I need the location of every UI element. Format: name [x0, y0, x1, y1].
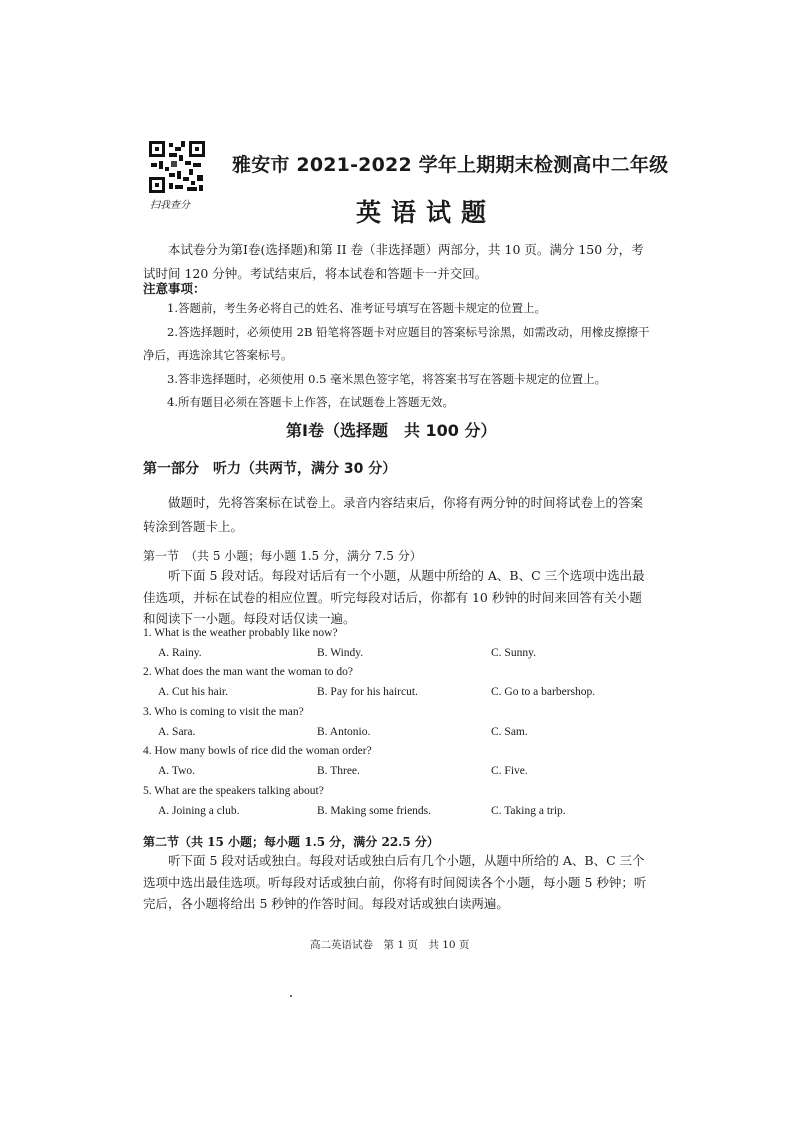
option-b: B. Pay for his haircut. [317, 686, 418, 698]
option-a: A. Two. [158, 765, 195, 777]
intro-line-1: 本试卷分为第Ⅰ卷(选择题)和第 II 卷（非选择题）两部分，共 10 页。满分 150 分，考 [168, 242, 644, 257]
page-footer: 高二英语试卷 第 1 页 共 10 页 [310, 939, 470, 951]
option-a: A. Sara. [158, 726, 196, 738]
notice-item: 1.答题前，考生务必将自己的姓名、准考证号填写在答题卡规定的位置上。 [167, 301, 546, 315]
option-b: B. Making some friends. [317, 805, 432, 817]
option-c: C. Five. [491, 765, 528, 777]
section2-heading: 第二节（共 15 小题；每小题 1.5 分，满分 22.5 分） [143, 835, 439, 849]
option-a: A. Rainy. [158, 647, 202, 659]
question-2: 2. What does the man want the woman to do? [143, 666, 353, 678]
notice-title: 注意事项： [143, 281, 206, 296]
notice-item: 2.答选择题时，必须使用 2B 铅笔将答题卡对应题目的答案标号涂黑，如需改动，用橡皮擦擦干净后，再选涂其它答案标号。 [143, 324, 650, 362]
question-5: 5. What are the speakers talking about? [143, 785, 324, 797]
scan-speck [290, 995, 292, 997]
option-b: B. Three. [317, 765, 360, 777]
volume-title: 第Ⅰ卷（选择题 共 100 分） [286, 421, 497, 440]
question-1: 1. What is the weather probably like now? [143, 627, 338, 639]
intro-line-2: 试时间 120 分钟。考试结束后，将本试卷和答题卡一并交回。 [143, 266, 488, 281]
option-c: C. Sunny. [491, 647, 536, 659]
notice-item: 4.所有题目必须在答题卡上作答，在试题卷上答题无效。 [167, 395, 454, 409]
option-b: B. Windy. [317, 647, 364, 659]
section2-body: 听下面 5 段对话或独白。每段对话或独白后有几个小题，从题中所给的 A、B、C 三个选项中选出最佳选项。听每段对话或独白前，你将有时间阅读各个小题，每小题 5 秒钟；听完后，各小题将给出 5 秒钟的作答时间。每段对话或独白读两遍。 [143, 853, 647, 911]
section1-heading: 第一节 （共 5 小题；每小题 1.5 分，满分 7.5 分） [143, 549, 422, 563]
question-3: 3. Who is coming to visit the man? [143, 706, 304, 718]
notice-item: 3.答非选择题时，必须使用 0.5 毫米黑色签字笔，将答案书写在答题卡规定的位置上。 [167, 371, 607, 386]
intro-paragraph [143, 238, 653, 286]
option-c: C. Taking a trip. [491, 805, 566, 817]
option-a: A. Cut his hair. [158, 686, 228, 698]
part-instruction: 做题时，先将答案标在试卷上。录音内容结束后，你将有两分钟的时间将试卷上的答案转涂到答题卡上。 [143, 495, 644, 534]
qr-code-icon [149, 141, 205, 193]
section1-body: 听下面 5 段对话。每段对话后有一个小题，从题中所给的 A、B、C 三个选项中选出最佳选项，并标在试卷的相应位置。听完每段对话后，你都有 10 秒钟的时间来回答有关小题和阅读下一小题。每段对话仅读一遍。 [143, 568, 645, 626]
question-4: 4. How many bowls of rice did the woman order? [143, 745, 372, 757]
qr-label: 扫我查分 [150, 200, 190, 211]
option-c: C. Go to a barbershop. [491, 686, 596, 698]
option-b: B. Antonio. [317, 726, 371, 738]
option-a: A. Joining a club. [158, 805, 240, 817]
notice-list [143, 297, 653, 415]
part-title: 第一部分 听力（共两节，满分 30 分） [143, 461, 397, 477]
exam-subject: 英语试题 [356, 198, 497, 227]
option-c: C. Sam. [491, 726, 528, 738]
exam-title: 雅安市 2021-2022 学年上期期末检测高中二年级 [232, 154, 669, 176]
